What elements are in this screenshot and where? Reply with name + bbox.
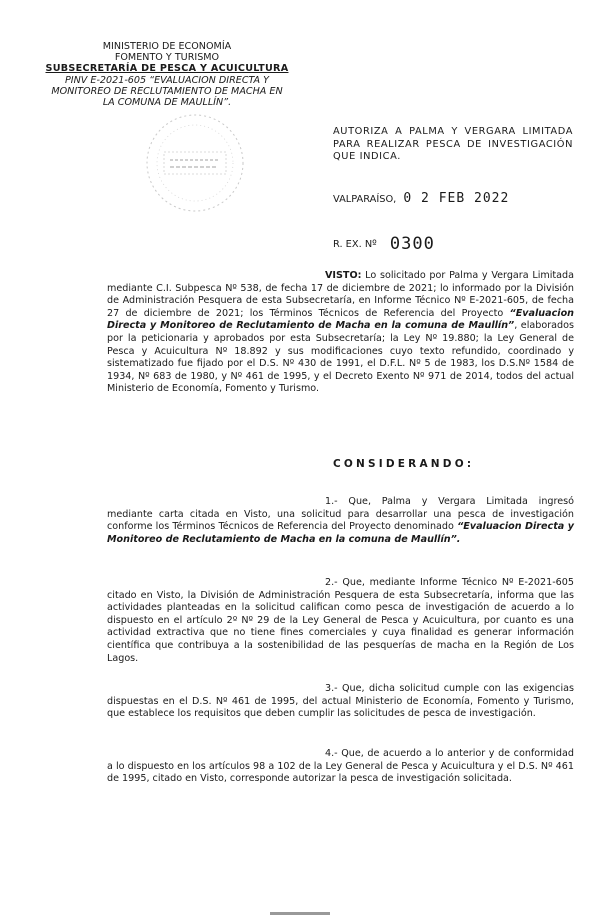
project-name: “Evaluacion Directa y Monitoreo de Reclutamiento de Macha en la comuna de Maullín” — [107, 307, 574, 332]
faded-stamp-icon — [140, 108, 250, 218]
resolution-label: R. EX. Nº — [333, 239, 377, 250]
date-label: VALPARAÍSO, — [333, 194, 397, 205]
project-name: “Evaluacion Directa y Monitoreo de Reclutamiento de Macha en la comuna de Maullín”. — [107, 521, 574, 545]
resolution-number: 0300 — [389, 234, 435, 254]
considerando-1: 1.- Que, Palma y Vergara Limitada ingresó mediante carta citada en Visto, una solicitud para desarrollar una pesca de investigación conforme los Términos Técnicos de Referencia del Proyecto denominado “Evaluacion Directa y Monitoreo de Reclutamiento de Macha en la comuna de Maullín”. — [107, 496, 574, 545]
visto-paragraph: VISTO: Lo solicitado por Palma y Vergara Limitada mediante C.I. Subpesca Nº 538, de fecha 17 de diciembre de 2021; lo informado por la División de Administración Pesquera de esta Subsecretaría, en Informe Técnico Nº E-2021-605, de fecha 27 de diciembre de 2021; los Términos Técnicos de Referencia del Proyecto “Evaluacion Directa y Monitoreo de Reclutamiento de Macha en la comuna de Maullín”, elaborados por la peticionaria y aprobados por esta Subsecretaría; la Ley Nº 19.880; la Ley General de Pesca y Acuicultura Nº 18.892 y sus modificaciones cuyo texto refundido, coordinado y sistematizado fue fijado por el D.S. Nº 430 de 1991, el D.F.L. Nº 5 de 1983, los D.S.Nº 1584 de 1934, Nº 683 de 1980, y Nº 461 de 1995, y el Decreto Exento Nº 971 de 2014, todos del actual Ministerio de Economía, Fomento y Turismo. — [107, 270, 574, 395]
project-ref-line-1: PINV E-2021-605 “EVALUACION DIRECTA Y — [64, 74, 269, 86]
considerando-2: 2.- Que, mediante Informe Técnico Nº E-2021-605 citado en Visto, la División de Administración Pesquera de esta Subsecretaría, informa que las actividades planteadas en la solicitud califican como pesca de investigación de acuerdo a lo dispuesto en el artículo 2º Nº 29 de la Ley General de Pesca y Acuicultura, por cuanto es una actividad extractiva que no tiene fines comerciales y cuya finalidad es generar información científica que contribuya a la sostenibilidad de las pesquerías de macha en la Región de Los Lagos. — [107, 577, 574, 664]
project-ref-line-3: LA COMUNA DE MAULLÍN”. — [102, 97, 232, 109]
considerando-heading: CONSIDERANDO: — [333, 458, 475, 470]
page-edge-mark — [270, 912, 330, 915]
resolution-summary: AUTORIZA A PALMA Y VERGARA LIMITADA PARA REALIZAR PESCA DE INVESTIGACIÓN QUE INDICA. — [333, 126, 573, 163]
resolution-number-line — [333, 232, 435, 252]
ministry-name: MINISTERIO DE ECONOMÍA — [102, 41, 232, 52]
letterhead — [38, 41, 296, 108]
ministry-subtitle: FOMENTO Y TURISMO — [114, 52, 220, 64]
considerando-4: 4.- Que, de acuerdo a lo anterior y de conformidad a lo dispuesto en los artículos 98 a 102 de la Ley General de Pesca y Acuicultura y el D.S. Nº 461 de 1995, citado en Visto, corresponde autorizar la pesca de investigación solicitada. — [107, 748, 574, 785]
considerando-3: 3.- Que, dicha solicitud cumple con las exigencias dispuestas en el D.S. Nº 461 de 1995, del actual Ministerio de Economía, Fomento y Turismo, que establece los requisitos que deben cumplir las solicitudes de pesca de investigación. — [107, 683, 574, 720]
visto-label: VISTO: — [325, 270, 362, 281]
date-line — [333, 191, 509, 206]
project-ref-line-2: MONITOREO DE RECLUTAMIENTO DE MACHA EN — [51, 85, 283, 97]
subsecretary-name: SUBSECRETARÍA DE PESCA Y ACUICULTURA — [45, 63, 289, 75]
date-value: 0 2 FEB 2022 — [403, 191, 510, 206]
